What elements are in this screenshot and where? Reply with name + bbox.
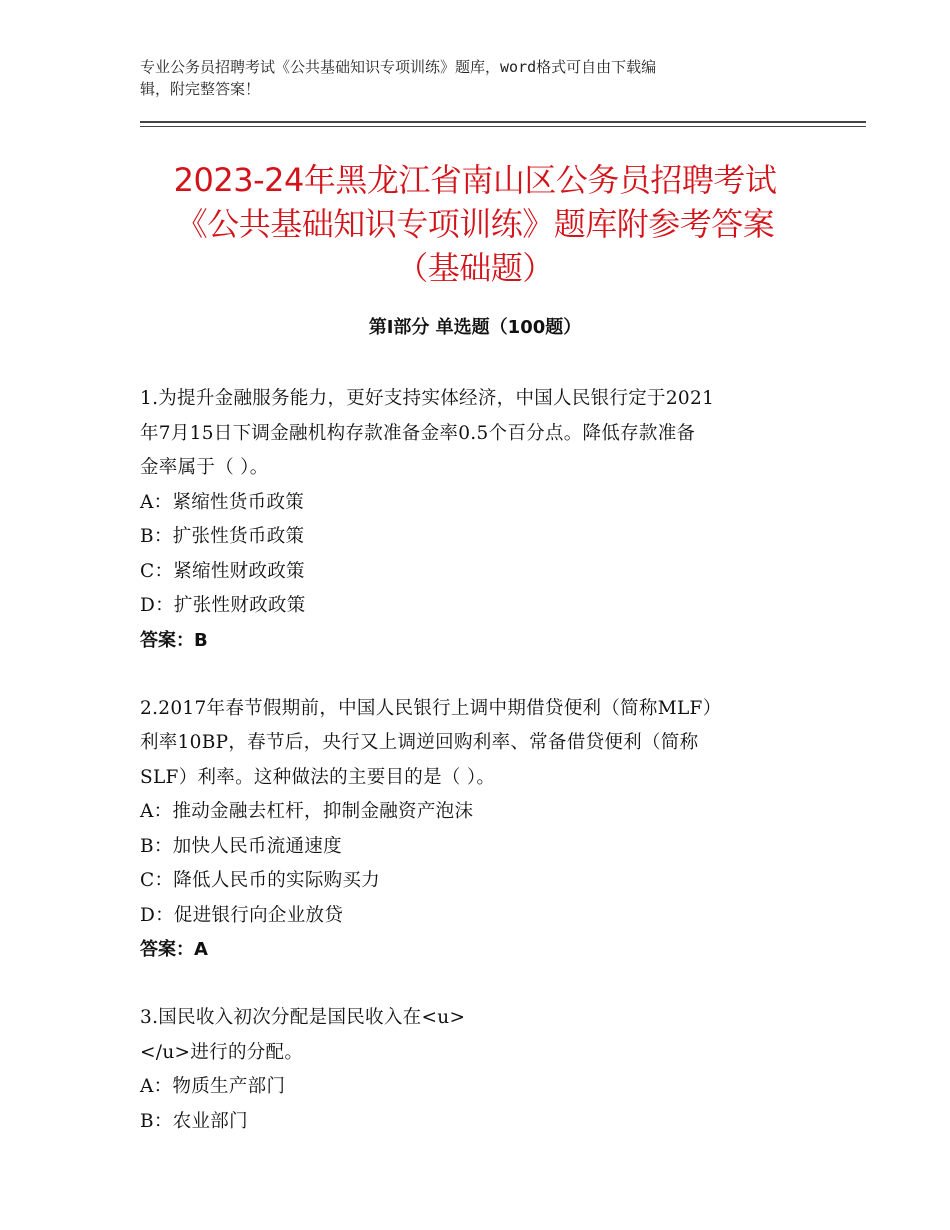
option-a: A：紧缩性货币政策 <box>140 491 305 513</box>
question-stem <box>140 692 820 796</box>
option-c: C：降低人民币的实际购买力 <box>140 870 381 891</box>
option-b: B：加快人民币流通速度 <box>140 835 342 857</box>
stem-line: 年7月15日下调金融机构存款准备金率0.5个百分点。降低存款准备 <box>140 422 696 444</box>
option-a: A：推动金融去杠杆，抑制金融资产泡沫 <box>140 801 474 822</box>
document-header-note <box>140 56 790 100</box>
question-3 <box>140 1001 820 1139</box>
header-note-line-2: 辑，附完整答案！ <box>140 80 261 98</box>
question-stem <box>140 1001 820 1070</box>
question-stem <box>140 382 820 486</box>
option-b: B：扩张性货币政策 <box>140 526 305 547</box>
option-d: D：促进银行向企业放贷 <box>140 904 344 926</box>
stem-line: SLF）利率。这种做法的主要目的是（ ）。 <box>140 766 496 788</box>
stem-suffix: </u>进行的分配。 <box>140 1041 304 1063</box>
stem-line: 1.为提升金融服务能力，更好支持实体经济，中国人民银行定于2021 <box>140 388 715 409</box>
section-title: 第Ⅰ部分 单选题（100题） <box>368 317 582 338</box>
option-b: B：农业部门 <box>140 1110 248 1132</box>
answer-label: 答案：A <box>140 939 208 960</box>
stem-line: 金率属于（ ）。 <box>140 457 269 478</box>
title-line-1: 2023-24年黑龙江省南山区公务员招聘考试 <box>173 161 777 199</box>
question-2 <box>140 692 820 968</box>
option-a: A：物质生产部门 <box>140 1076 286 1097</box>
stem-line: 2.2017年春节假期前，中国人民银行上调中期借贷便利（简称MLF） <box>140 697 722 719</box>
option-d: D：扩张性财政政策 <box>140 595 306 616</box>
document-title <box>80 158 870 290</box>
title-line-2: 《公共基础知识专项训练》题库附参考答案 <box>175 205 775 243</box>
question-list <box>140 382 820 1173</box>
stem-line: 利率10BP，春节后，央行又上调逆回购利率、常备借贷便利（简称 <box>140 732 699 753</box>
answer-label: 答案：B <box>140 629 208 651</box>
stem-prefix: 3.国民收入初次分配是国民收入在<u> <box>140 1007 466 1028</box>
option-c: C：紧缩性财政政策 <box>140 560 305 582</box>
title-line-3: （基础题） <box>396 249 554 287</box>
header-note-line-1: 专业公务员招聘考试《公共基础知识专项训练》题库，word格式可自由下载编 <box>140 58 657 76</box>
header-divider-thin <box>140 126 866 127</box>
header-divider-thick <box>140 121 866 123</box>
question-1 <box>140 382 820 658</box>
